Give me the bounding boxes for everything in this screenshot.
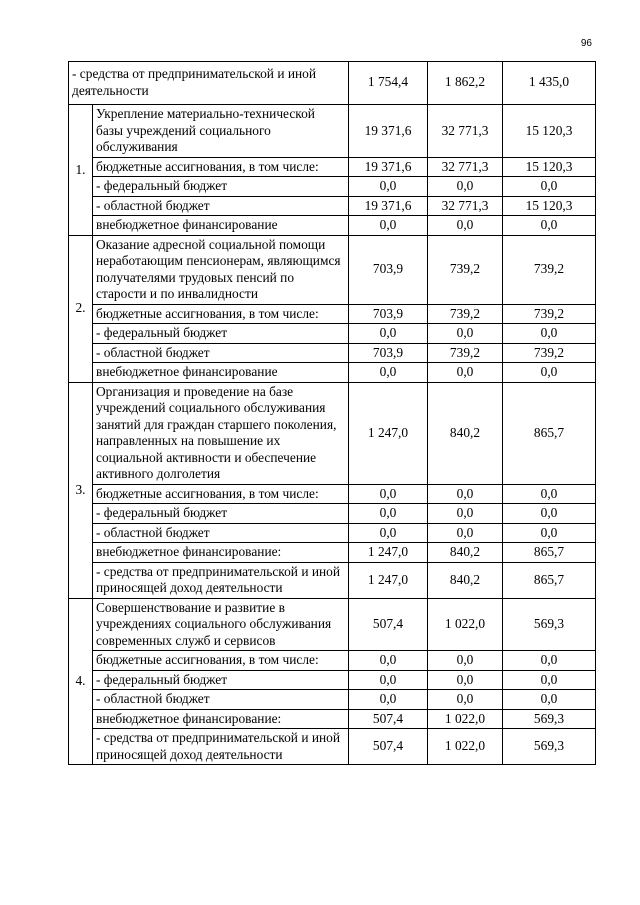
value-cell: 0,0 bbox=[503, 363, 596, 383]
value-cell: 0,0 bbox=[428, 504, 503, 524]
value-cell: 507,4 bbox=[349, 598, 428, 651]
value-cell: 0,0 bbox=[349, 690, 428, 710]
value-cell: 1 022,0 bbox=[428, 729, 503, 765]
value-cell: 15 120,3 bbox=[503, 196, 596, 216]
value-cell: 0,0 bbox=[349, 670, 428, 690]
value-cell: 0,0 bbox=[428, 324, 503, 344]
table-row bbox=[69, 304, 596, 324]
value-cell: 569,3 bbox=[503, 598, 596, 651]
row-label: внебюджетное финансирование: bbox=[93, 543, 349, 563]
value-cell: 703,9 bbox=[349, 304, 428, 324]
value-cell: 0,0 bbox=[349, 216, 428, 236]
value-cell: 865,7 bbox=[503, 543, 596, 563]
value-cell: 1 247,0 bbox=[349, 382, 428, 484]
value-cell: 840,2 bbox=[428, 562, 503, 598]
value-cell: 0,0 bbox=[428, 177, 503, 197]
table-row bbox=[69, 504, 596, 524]
row-label: внебюджетное финансирование bbox=[93, 363, 349, 383]
value-cell: 739,2 bbox=[503, 304, 596, 324]
row-label: бюджетные ассигнования, в том числе: bbox=[93, 304, 349, 324]
table-row bbox=[69, 690, 596, 710]
row-label: - средства от предпринимательской и иной приносящей доход деятельности bbox=[93, 562, 349, 598]
value-cell: 0,0 bbox=[428, 363, 503, 383]
value-cell: 1 435,0 bbox=[503, 62, 596, 105]
section-number: 1. bbox=[69, 105, 93, 236]
value-cell: 32 771,3 bbox=[428, 157, 503, 177]
value-cell: 15 120,3 bbox=[503, 157, 596, 177]
row-label: - областной бюджет bbox=[93, 690, 349, 710]
value-cell: 739,2 bbox=[503, 235, 596, 304]
value-cell: 1 022,0 bbox=[428, 709, 503, 729]
value-cell: 19 371,6 bbox=[349, 196, 428, 216]
budget-table-body bbox=[69, 62, 596, 765]
value-cell: 865,7 bbox=[503, 382, 596, 484]
budget-table bbox=[68, 61, 596, 765]
row-label: - областной бюджет bbox=[93, 523, 349, 543]
table-row bbox=[69, 324, 596, 344]
value-cell: 507,4 bbox=[349, 709, 428, 729]
section-title: Укрепление материально-технической базы учреждений социального обслуживания bbox=[93, 105, 349, 158]
value-cell: 0,0 bbox=[503, 216, 596, 236]
value-cell: 1 247,0 bbox=[349, 543, 428, 563]
table-row bbox=[69, 543, 596, 563]
value-cell: 0,0 bbox=[428, 523, 503, 543]
value-cell: 0,0 bbox=[503, 690, 596, 710]
row-label: - федеральный бюджет bbox=[93, 670, 349, 690]
table-row bbox=[69, 343, 596, 363]
section-title-row bbox=[69, 382, 596, 484]
value-cell: 0,0 bbox=[503, 523, 596, 543]
row-label: - федеральный бюджет bbox=[93, 324, 349, 344]
section-title-row bbox=[69, 105, 596, 158]
value-cell: 1 754,4 bbox=[349, 62, 428, 105]
table-row bbox=[69, 709, 596, 729]
value-cell: 739,2 bbox=[503, 343, 596, 363]
value-cell: 0,0 bbox=[349, 363, 428, 383]
value-cell: 0,0 bbox=[349, 484, 428, 504]
table-row bbox=[69, 670, 596, 690]
row-label: бюджетные ассигнования, в том числе: bbox=[93, 157, 349, 177]
value-cell: 569,3 bbox=[503, 729, 596, 765]
value-cell: 0,0 bbox=[428, 216, 503, 236]
value-cell: 0,0 bbox=[428, 670, 503, 690]
value-cell: 32 771,3 bbox=[428, 105, 503, 158]
section-title: Оказание адресной социальной помощи неработающим пенсионерам, являющимся получателями трудовых пенсий по старости и по инвалидности bbox=[93, 235, 349, 304]
value-cell: 0,0 bbox=[349, 651, 428, 671]
value-cell: 1 247,0 bbox=[349, 562, 428, 598]
row-label: внебюджетное финансирование bbox=[93, 216, 349, 236]
row-label: - средства от предпринимательской и иной деятельности bbox=[69, 62, 349, 105]
row-label: - федеральный бюджет bbox=[93, 177, 349, 197]
value-cell: 19 371,6 bbox=[349, 157, 428, 177]
value-cell: 0,0 bbox=[349, 177, 428, 197]
table-row bbox=[69, 216, 596, 236]
value-cell: 739,2 bbox=[428, 235, 503, 304]
row-label: бюджетные ассигнования, в том числе: bbox=[93, 651, 349, 671]
table-row bbox=[69, 562, 596, 598]
continuation-row bbox=[69, 62, 596, 105]
section-number: 3. bbox=[69, 382, 93, 598]
value-cell: 0,0 bbox=[428, 651, 503, 671]
value-cell: 0,0 bbox=[349, 324, 428, 344]
value-cell: 1 022,0 bbox=[428, 598, 503, 651]
section-number: 4. bbox=[69, 598, 93, 765]
value-cell: 19 371,6 bbox=[349, 105, 428, 158]
value-cell: 0,0 bbox=[503, 670, 596, 690]
value-cell: 32 771,3 bbox=[428, 196, 503, 216]
value-cell: 840,2 bbox=[428, 543, 503, 563]
row-label: - средства от предпринимательской и иной приносящей доход деятельности bbox=[93, 729, 349, 765]
value-cell: 0,0 bbox=[349, 504, 428, 524]
value-cell: 0,0 bbox=[349, 523, 428, 543]
table-row bbox=[69, 196, 596, 216]
section-title-row bbox=[69, 598, 596, 651]
table-row bbox=[69, 157, 596, 177]
value-cell: 0,0 bbox=[503, 651, 596, 671]
value-cell: 739,2 bbox=[428, 304, 503, 324]
value-cell: 0,0 bbox=[503, 324, 596, 344]
section-title-row bbox=[69, 235, 596, 304]
row-label: бюджетные ассигнования, в том числе: bbox=[93, 484, 349, 504]
value-cell: 0,0 bbox=[503, 484, 596, 504]
section-number: 2. bbox=[69, 235, 93, 382]
value-cell: 507,4 bbox=[349, 729, 428, 765]
table-row bbox=[69, 729, 596, 765]
section-title: Совершенствование и развитие в учреждениях социального обслуживания современных служб и сервисов bbox=[93, 598, 349, 651]
value-cell: 0,0 bbox=[428, 484, 503, 504]
value-cell: 739,2 bbox=[428, 343, 503, 363]
row-label: - областной бюджет bbox=[93, 343, 349, 363]
value-cell: 865,7 bbox=[503, 562, 596, 598]
value-cell: 0,0 bbox=[503, 504, 596, 524]
value-cell: 0,0 bbox=[503, 177, 596, 197]
value-cell: 703,9 bbox=[349, 235, 428, 304]
table-row bbox=[69, 363, 596, 383]
row-label: - областной бюджет bbox=[93, 196, 349, 216]
value-cell: 15 120,3 bbox=[503, 105, 596, 158]
section-title: Организация и проведение на базе учреждений социального обслуживания занятий для граждан старшего поколения, направленных на повышение их социальной активности и обеспечение активного долголетия bbox=[93, 382, 349, 484]
row-label: внебюджетное финансирование: bbox=[93, 709, 349, 729]
table-row bbox=[69, 177, 596, 197]
table-row bbox=[69, 523, 596, 543]
value-cell: 1 862,2 bbox=[428, 62, 503, 105]
page-number: 96 bbox=[580, 38, 592, 49]
value-cell: 840,2 bbox=[428, 382, 503, 484]
value-cell: 569,3 bbox=[503, 709, 596, 729]
value-cell: 703,9 bbox=[349, 343, 428, 363]
row-label: - федеральный бюджет bbox=[93, 504, 349, 524]
value-cell: 0,0 bbox=[428, 690, 503, 710]
table-row bbox=[69, 484, 596, 504]
table-row bbox=[69, 651, 596, 671]
